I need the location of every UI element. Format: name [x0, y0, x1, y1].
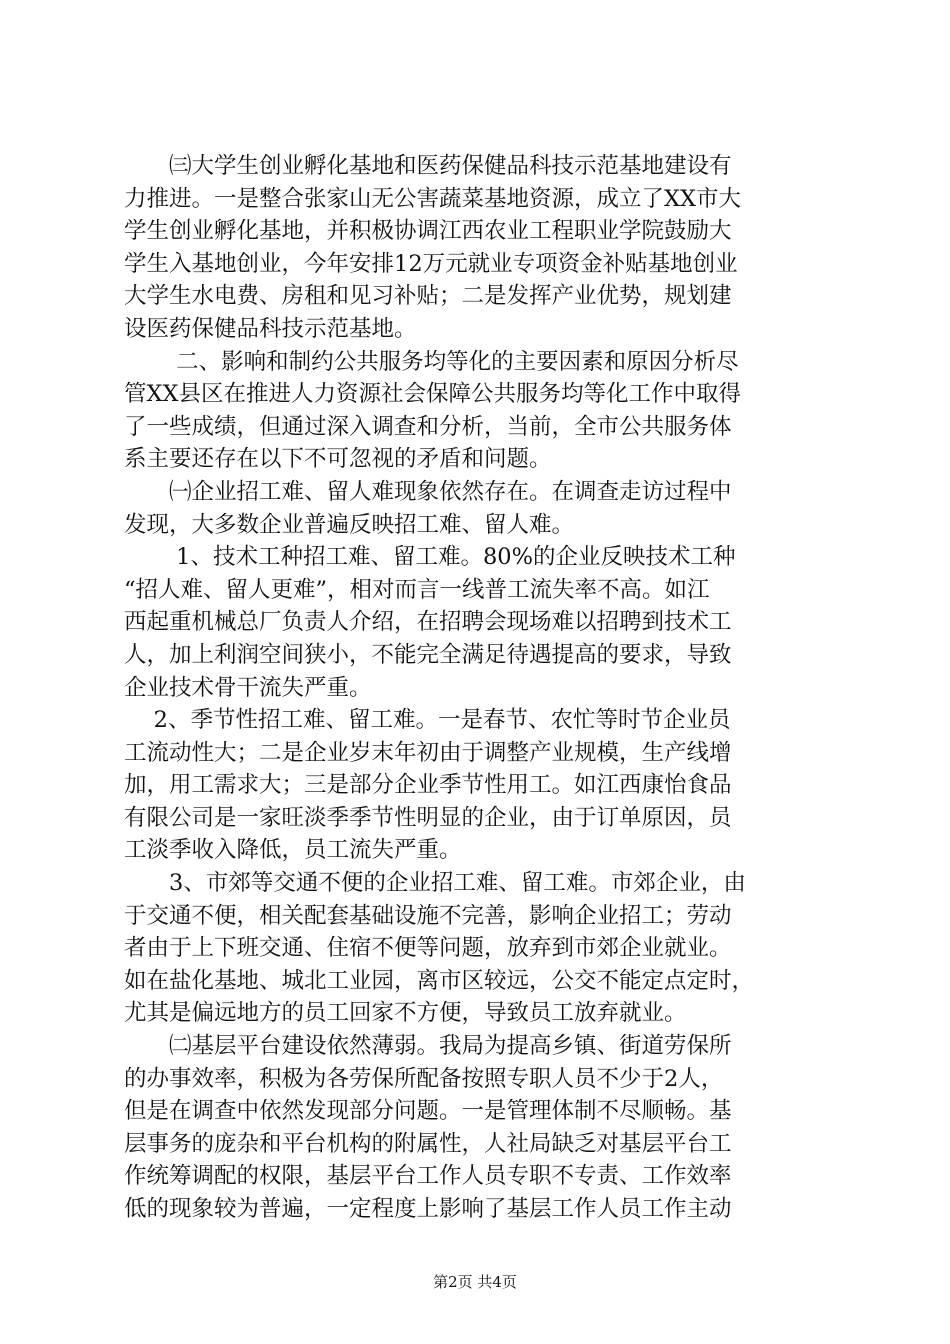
body-text-line: 层事务的庞杂和平台机构的附属性，人社局缺乏对基层平台工 [124, 1130, 732, 1157]
document-body [124, 150, 836, 1226]
body-text-line: 大学生水电费、房租和见习补贴；二是发挥产业优势，规划建 [124, 283, 732, 310]
body-text-line: 3、市郊等交通不便的企业招工难、留工难。市郊企业，由 [124, 870, 746, 897]
body-text-line: 工淡季收入降低，员工流失严重。 [124, 837, 462, 864]
body-text-line: 1、技术工种招工难、留工难。80%的企业反映技术工种 [124, 544, 736, 571]
body-text-line: 西起重机械总厂负责人介绍，在招聘会现场难以招聘到技术工 [124, 609, 732, 636]
body-text-line: 2、季节性招工难、留工难。一是春节、农忙等时节企业员 [124, 707, 731, 734]
body-text-line: 二、影响和制约公共服务均等化的主要因素和原因分析尽 [124, 348, 739, 375]
body-text-line: 人，加上利润空间狭小，不能完全满足待遇提高的要求，导致 [124, 641, 732, 668]
body-text-line: 了一些成绩，但通过深入调查和分析，当前，全市公共服务体 [124, 413, 732, 440]
body-text-line: 有限公司是一家旺淡季季节性明显的企业，由于订单原因，员 [124, 804, 732, 831]
body-text-line: ㈢大学生创业孵化基地和医药保健品科技示范基地建设有 [124, 153, 732, 179]
body-text-line: 学生入基地创业，今年安排12万元就业专项资金补贴基地创业 [124, 250, 738, 277]
body-text-line: 尤其是偏远地方的员工回家不方便，导致员工放弃就业。 [124, 1000, 687, 1027]
body-text-line: 管XX县区在推进人力资源社会保障公共服务均等化工作中取得 [124, 381, 742, 408]
body-text-line: 设医药保健品科技示范基地。 [124, 315, 417, 342]
body-text-line: 低的现象较为普遍，一定程度上影响了基层工作人员工作主动 [124, 1196, 732, 1222]
body-text-line: 作统筹调配的权限，基层平台工作人员专职不专责、工作效率 [124, 1163, 732, 1190]
body-text-line: ㈠企业招工难、留人难现象依然存在。在调查走访过程中 [124, 478, 732, 505]
body-text-line: 力推进。一是整合张家山无公害蔬菜基地资源，成立了XX市大 [124, 185, 742, 212]
body-text-line: “招人难、留人更难”，相对而言一线普工流失率不高。如江 [124, 576, 710, 603]
body-text-line: 工流动性大；二是企业岁末年初由于调整产业规模，生产线增 [124, 739, 732, 766]
body-text-line: 者由于上下班交通、住宿不便等问题，放弃到市郊企业就业。 [124, 935, 732, 962]
body-text-line: 学生创业孵化基地，并积极协调江西农业工程职业学院鼓励大 [124, 218, 732, 245]
body-text-line: ㈡基层平台建设依然薄弱。我局为提高乡镇、街道劳保所 [124, 1033, 732, 1060]
body-text-line: 于交通不便，相关配套基础设施不完善，影响企业招工；劳动 [124, 902, 732, 929]
page-number-footer: 第2页 共4页 [433, 1273, 517, 1291]
body-text-line: 加，用工需求大；三是部分企业季节性用工。如江西康怡食品 [124, 772, 732, 799]
body-text-line: 如在盐化基地、城北工业园，离市区较远，公交不能定点定时， [124, 967, 755, 994]
body-text-line: 的办事效率，积极为各劳保所配备按照专职人员不少于2人， [124, 1065, 724, 1092]
body-text-line: 但是在调查中依然发现部分问题。一是管理体制不尽顺畅。基 [124, 1098, 732, 1125]
body-text-line: 系主要还存在以下不可忽视的矛盾和问题。 [124, 446, 552, 473]
body-text-line: 企业技术骨干流失严重。 [124, 674, 372, 701]
body-text-line: 发现，大多数企业普遍反映招工难、留人难。 [124, 511, 575, 538]
